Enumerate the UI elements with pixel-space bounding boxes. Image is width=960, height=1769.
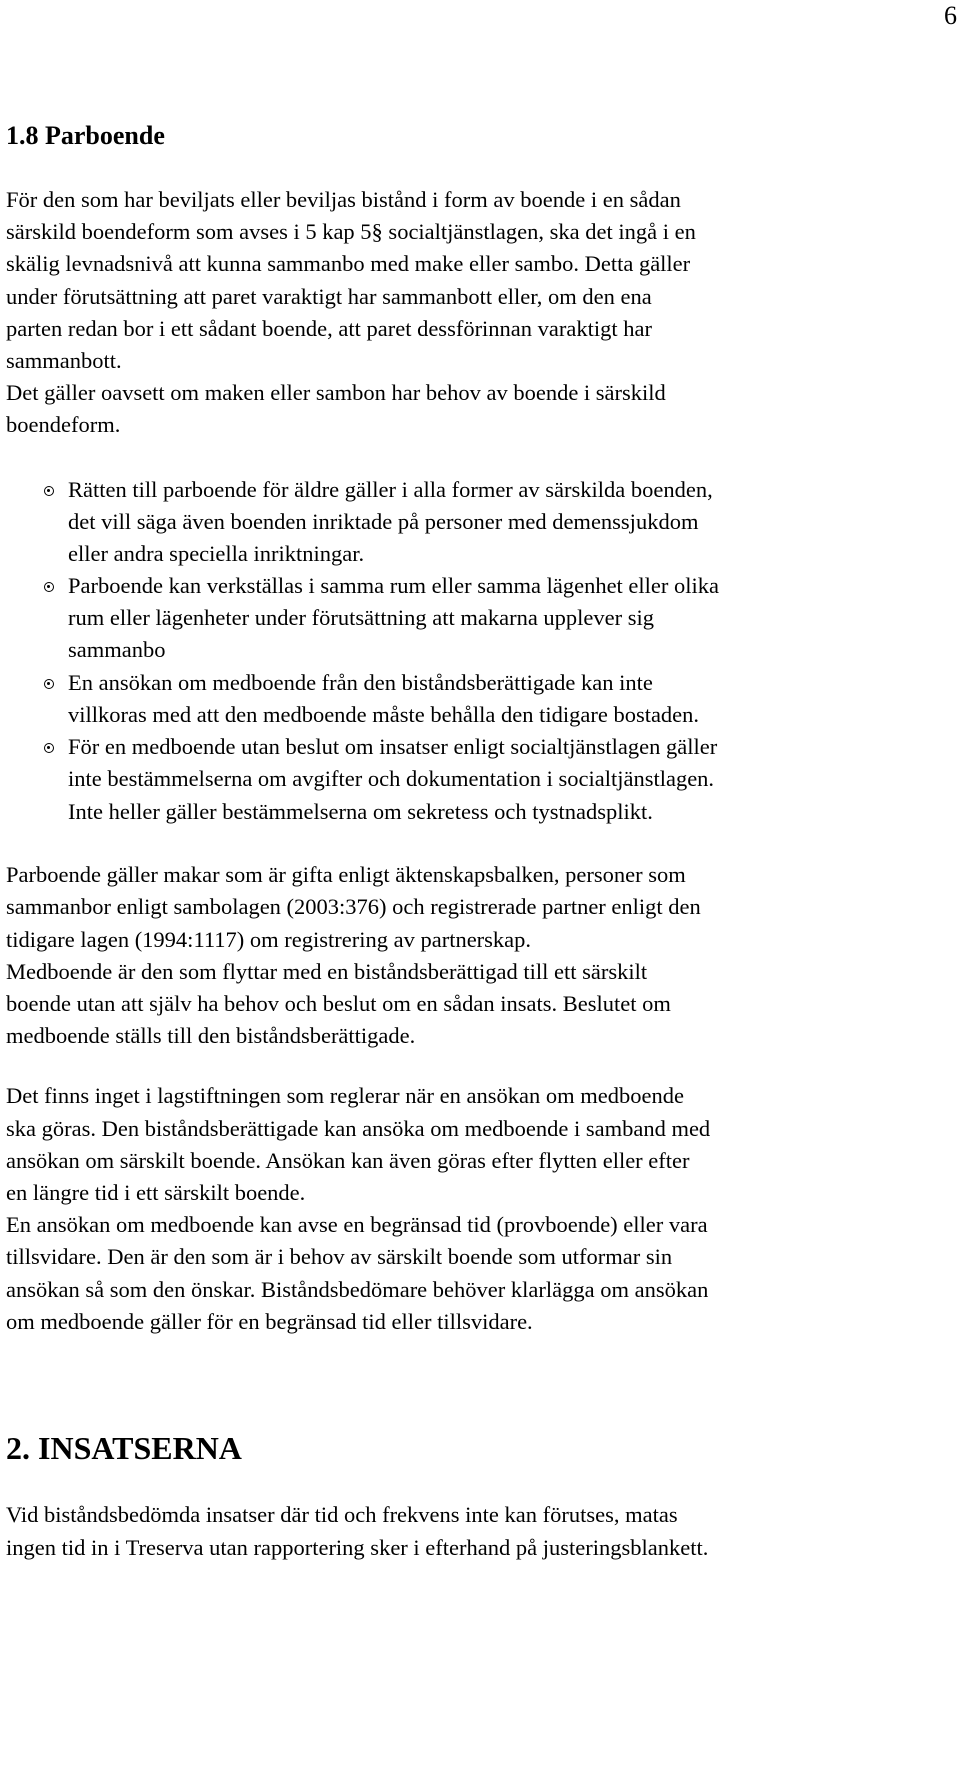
bullet-icon [44, 486, 54, 496]
paragraph-line: medboende ställs till den biståndsberättigade. [6, 1023, 416, 1048]
paragraph-line: ingen tid in i Treserva utan rapportering sker i efterhand på justeringsblankett. [6, 1535, 709, 1560]
paragraph-line: skälig levnadsnivå att kunna sammanbo med make eller sambo. Detta gäller [6, 251, 691, 276]
paragraph-line: en längre tid i ett särskilt boende. [6, 1180, 306, 1205]
bullet-icon [44, 679, 54, 689]
list-item-line: En ansökan om medboende från den biståndsberättigade kan inte [68, 670, 653, 695]
list-item-line: Parboende kan verkställas i samma rum eller samma lägenhet eller olika [68, 573, 720, 598]
paragraph-line: En ansökan om medboende kan avse en begränsad tid (provboende) eller vara [6, 1212, 708, 1237]
paragraph-line: under förutsättning att paret varaktigt har sammanbott eller, om den ena [6, 284, 652, 309]
list-item-line: Inte heller gäller bestämmelserna om sekretess och tystnadsplikt. [68, 799, 653, 824]
paragraph-line: parten redan bor i ett sådant boende, att paret dessförinnan varaktigt har [6, 316, 652, 341]
paragraph-line: sammanbor enligt sambolagen (2003:376) och registrerade partner enligt den [6, 894, 701, 919]
paragraph-line: boendeform. [6, 412, 121, 437]
list-item-line: inte bestämmelserna om avgifter och dokumentation i socialtjänstlagen. [68, 766, 715, 791]
paragraph-line: sammanbott. [6, 348, 122, 373]
paragraph-line: ska göras. Den biståndsberättigade kan ansöka om medboende i samband med [6, 1116, 711, 1141]
paragraph-line: om medboende gäller för en begränsad tid eller tillsvidare. [6, 1309, 533, 1334]
paragraph-line: ansökan så som den önskar. Biståndsbedömare behöver klarlägga om ansökan [6, 1277, 709, 1302]
paragraph-line: Parboende gäller makar som är gifta enligt äktenskapsbalken, personer som [6, 862, 686, 887]
page-number: 6 [944, 1, 957, 30]
list-item-line: villkoras med att den medboende måste behålla den tidigare bostaden. [68, 702, 700, 727]
list-item-line: För en medboende utan beslut om insatser enligt socialtjänstlagen gäller [68, 734, 718, 759]
paragraph-line: Medboende är den som flyttar med en biståndsberättigad till ett särskilt [6, 959, 648, 984]
paragraph-line: Det gäller oavsett om maken eller sambon har behov av boende i särskild [6, 380, 666, 405]
paragraph-line: tillsvidare. Den är den som är i behov av särskilt boende som utformar sin [6, 1244, 673, 1269]
list-item-line: det vill säga även boenden inriktade på personer med demenssjukdom [68, 509, 699, 534]
bullet-icon [44, 743, 54, 753]
paragraph-line: tidigare lagen (1994:1117) om registrering av partnerskap. [6, 927, 532, 952]
section-heading-insatserna: 2. INSATSERNA [6, 1430, 242, 1466]
list-item-line: sammanbo [68, 637, 166, 662]
paragraph-line: ansökan om särskilt boende. Ansökan kan även göras efter flytten eller efter [6, 1148, 690, 1173]
section-heading-parboende: 1.8 Parboende [6, 121, 165, 150]
paragraph-line: Det finns inget i lagstiftningen som reglerar när en ansökan om medboende [6, 1083, 684, 1108]
paragraph-line: boende utan att själv ha behov och beslut om en sådan insats. Beslutet om [6, 991, 671, 1016]
paragraph-line: särskild boendeform som avses i 5 kap 5§ socialtjänstlagen, ska det ingå i en [6, 219, 696, 244]
bullet-icon [44, 582, 54, 592]
paragraph-line: För den som har beviljats eller beviljas bistånd i form av boende i en sådan [6, 187, 681, 212]
paragraph-line: Vid biståndsbedömda insatser där tid och frekvens inte kan förutses, matas [6, 1502, 678, 1527]
list-item-line: rum eller lägenheter under förutsättning att makarna upplever sig [68, 605, 655, 630]
list-item-line: Rätten till parboende för äldre gäller i alla former av särskilda boenden, [68, 477, 713, 502]
list-item-line: eller andra speciella inriktningar. [68, 541, 365, 566]
